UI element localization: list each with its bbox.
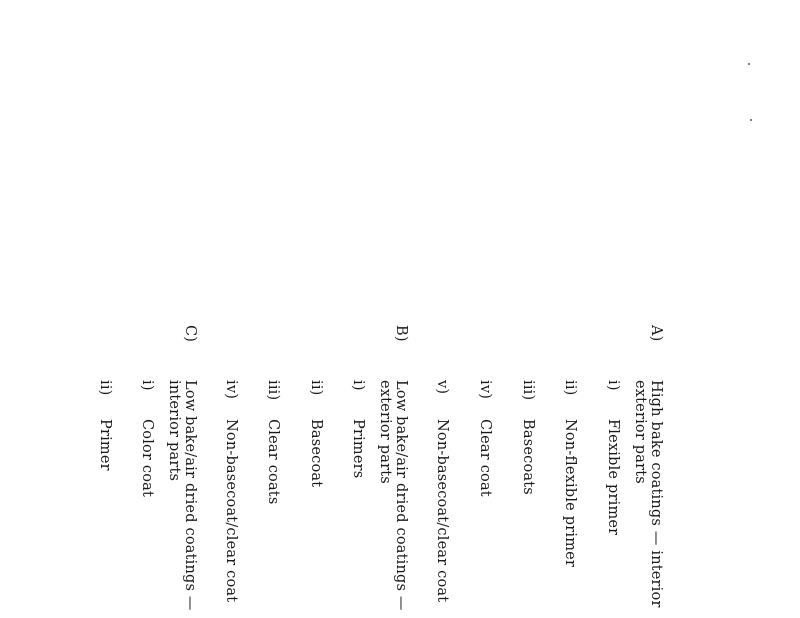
section-b-item-2-label: Basecoat — [308, 419, 324, 488]
section-c-item-2-label: Primer — [97, 419, 113, 471]
section-a-item-4-numeral: iv) — [477, 380, 493, 400]
section-b-item-4-label: Non-basecoat/clear coat — [223, 419, 239, 603]
section-b-title-line1: Low bake/air dried coatings — — [393, 380, 409, 611]
section-a-item-4-label: Clear coat — [477, 419, 493, 497]
section-a-item-2-numeral: ii) — [562, 380, 578, 396]
section-a-item-5-numeral: v) — [434, 380, 450, 395]
section-a-item-3-label: Basecoats — [520, 419, 536, 495]
section-c-title-line2: interior parts — [166, 380, 182, 482]
section-c-title-line1: Low bake/air dried coatings — — [182, 380, 198, 611]
section-a-item-5-label: Non-basecoat/clear coat — [434, 419, 450, 603]
section-c-item-1-numeral: i) — [139, 380, 155, 391]
scan-speck — [748, 63, 750, 65]
section-c-marker: C) — [182, 325, 198, 343]
section-b-item-3-numeral: iii) — [265, 380, 281, 401]
section-a-item-3-numeral: iii) — [520, 380, 536, 401]
section-b-item-2-numeral: ii) — [308, 380, 324, 396]
section-b-title-line2: exterior parts — [377, 380, 393, 484]
section-a-item-1-numeral: i) — [605, 380, 621, 391]
scan-speck — [750, 119, 752, 121]
section-b-item-1-label: Primers — [350, 419, 366, 479]
section-a-marker: A) — [648, 325, 664, 342]
section-b-item-4-numeral: iv) — [223, 380, 239, 400]
section-b-marker: B) — [393, 325, 409, 342]
section-c-item-1-label: Color coat — [139, 419, 155, 498]
section-b-item-3-label: Clear coats — [265, 419, 281, 505]
section-c-item-2-numeral: ii) — [97, 380, 113, 396]
section-a-item-1-label: Flexible primer — [605, 419, 621, 536]
section-a-title-line2: exterior parts — [632, 380, 648, 484]
section-a-item-2-label: Non-flexible primer — [562, 419, 578, 568]
section-b-item-1-numeral: i) — [350, 380, 366, 391]
section-a-title-line1: High bake coatings — interior — [648, 380, 664, 608]
